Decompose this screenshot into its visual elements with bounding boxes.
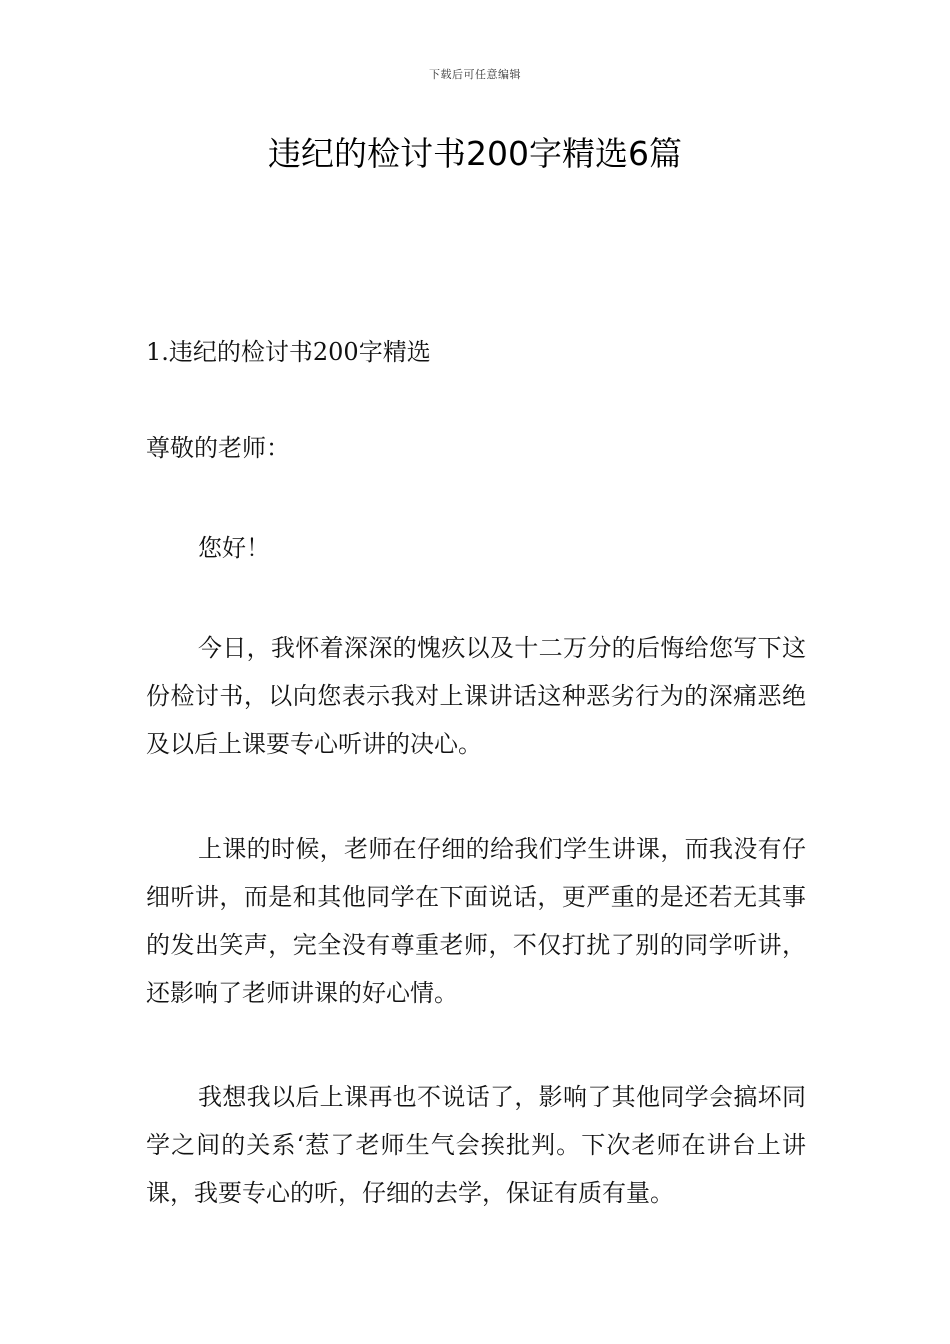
paragraph: 我想我以后上课再也不说话了，影响了其他同学会搞坏同学之间的关系‘惹了老师生气会挨批判。下次老师在讲台上讲课，我要专心的听，仔细的去学，保证有质有量。 (146, 1083, 806, 1207)
header-note: 下载后可任意编辑 (429, 68, 521, 81)
salutation: 尊敬的老师： (146, 434, 290, 462)
paragraph: 上课的时候，老师在仔细的给我们学生讲课，而我没有仔细听讲，而是和其他同学在下面说话，更严重的是还若无其事的发出笑声，完全没有尊重老师，不仅打扰了别的同学听讲，还影响了老师讲课的好心情。 (146, 835, 806, 1007)
paragraph: 今日，我怀着深深的愧疚以及十二万分的后悔给您写下这份检讨书，以向您表示我对上课讲话这种恶劣行为的深痛恶绝及以后上课要专心听讲的决心。 (146, 634, 806, 758)
section-heading: 1.违纪的检讨书200字精选 (146, 338, 431, 366)
greeting: 您好！ (198, 534, 270, 562)
document-title: 违纪的检讨书200字精选6篇 (268, 134, 682, 173)
